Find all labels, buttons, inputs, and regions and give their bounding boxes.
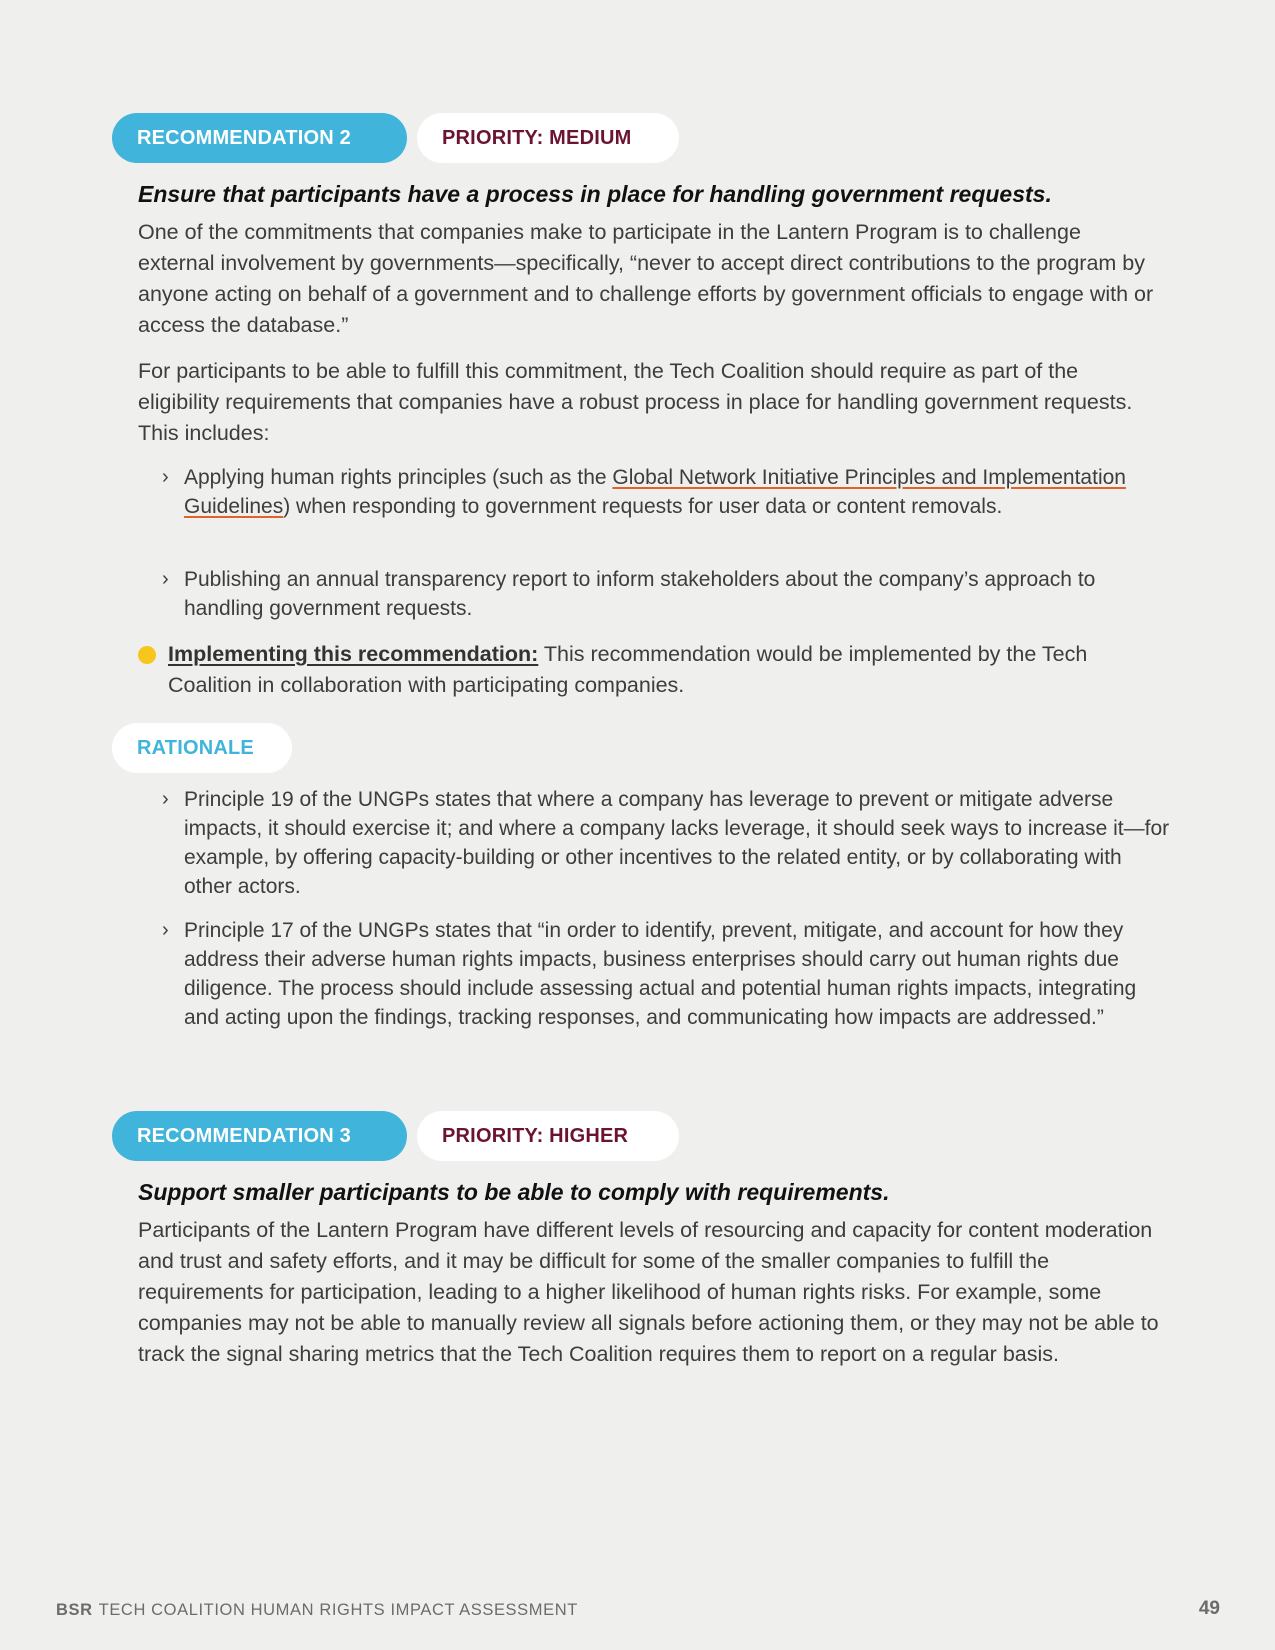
recommendation-2-title: Ensure that participants have a process in place for handling government requests. xyxy=(138,181,1052,207)
implementing-label: Implementing this recommendation: xyxy=(168,642,539,666)
footer-title: TECH COALITION HUMAN RIGHTS IMPACT ASSESSMENT xyxy=(98,1601,578,1619)
recommendation-2-paragraph-1: One of the commitments that companies make to participate in the Lantern Program is to challenge external involvement by governments—specifically, “never to accept direct contributions to the program by anyone acting on behalf of a government and to challenge efforts by government officials to engage with or access the database.” xyxy=(138,220,1154,337)
list-item-text xyxy=(184,463,1172,521)
implementing-note xyxy=(138,639,1148,701)
list-item-text: Publishing an annual transparency report to inform stakeholders about the company’s approach to handling government requests. xyxy=(184,568,1096,620)
recommendation-3-paragraph-1: Participants of the Lantern Program have different levels of resourcing and capacity for content moderation and trust and safety efforts, and it may be difficult for some of the smaller companies to fulfill the requirements for participation, leading to a higher likelihood of human rights risks. For example, some companies may not be able to manually review all signals before actioning them, or they may not be able to track the signal sharing metrics that the Tech Coalition requires them to report on a regular basis. xyxy=(138,1218,1159,1366)
list-item-text: Principle 19 of the UNGPs states that where a company has leverage to prevent or mitigate adverse impacts, it should exercise it; and where a company lacks leverage, it should seek ways to increase it—for example, by offering capacity-building or other incentives to the related entity, or by collaborating with other actors. xyxy=(184,788,1170,898)
gni-guidelines-link[interactable]: Global Network Initiative Principles and Implementation Guidelines xyxy=(184,466,1126,518)
recommendation-2-badge: RECOMMENDATION 2 xyxy=(112,113,407,163)
implementing-text: This recommendation would be implemented by the Tech Coalition in collaboration with participating companies. xyxy=(168,642,1088,697)
list-item-text-before: Applying human rights principles (such as the xyxy=(184,466,613,489)
list-item xyxy=(162,463,1172,521)
recommendation-3-badge: RECOMMENDATION 3 xyxy=(112,1111,407,1161)
priority-higher-badge: PRIORITY: HIGHER xyxy=(417,1111,679,1161)
implementing-note-text xyxy=(168,639,1148,701)
recommendation-3-header xyxy=(112,1111,679,1161)
recommendation-3-title: Support smaller participants to be able to comply with requirements. xyxy=(138,1179,890,1205)
chevron-right-icon: › xyxy=(162,919,169,941)
rationale-header xyxy=(112,723,292,773)
footer-brand: BSR xyxy=(56,1601,93,1619)
list-item-text: Principle 17 of the UNGPs states that “in order to identify, prevent, mitigate, and account for how they address their adverse human rights impacts, business enterprises should carry out human rights due diligence. The process should include assessing actual and potential human rights impacts, integrating and acting upon the findings, tracking responses, and communicating how impacts are addressed.” xyxy=(184,919,1137,1029)
list-item xyxy=(162,916,1172,1032)
rationale-badge: RATIONALE xyxy=(112,723,292,773)
yellow-dot-icon xyxy=(138,646,156,664)
page-number: 49 xyxy=(1198,1598,1220,1619)
chevron-right-icon: › xyxy=(162,788,169,810)
chevron-right-icon: › xyxy=(162,568,169,590)
recommendation-2-header xyxy=(112,113,679,163)
list-item xyxy=(162,785,1172,901)
list-item xyxy=(162,565,1172,623)
priority-medium-badge: PRIORITY: MEDIUM xyxy=(417,113,679,163)
chevron-right-icon: › xyxy=(162,466,169,488)
recommendation-2-paragraph-2: For participants to be able to fulfill this commitment, the Tech Coalition should require as part of the eligibility requirements that companies have a robust process in place for handling government requests. This includes: xyxy=(138,359,1133,445)
footer xyxy=(56,1601,578,1620)
list-item-text-after: ) when responding to government requests for user data or content removals. xyxy=(283,495,1003,518)
